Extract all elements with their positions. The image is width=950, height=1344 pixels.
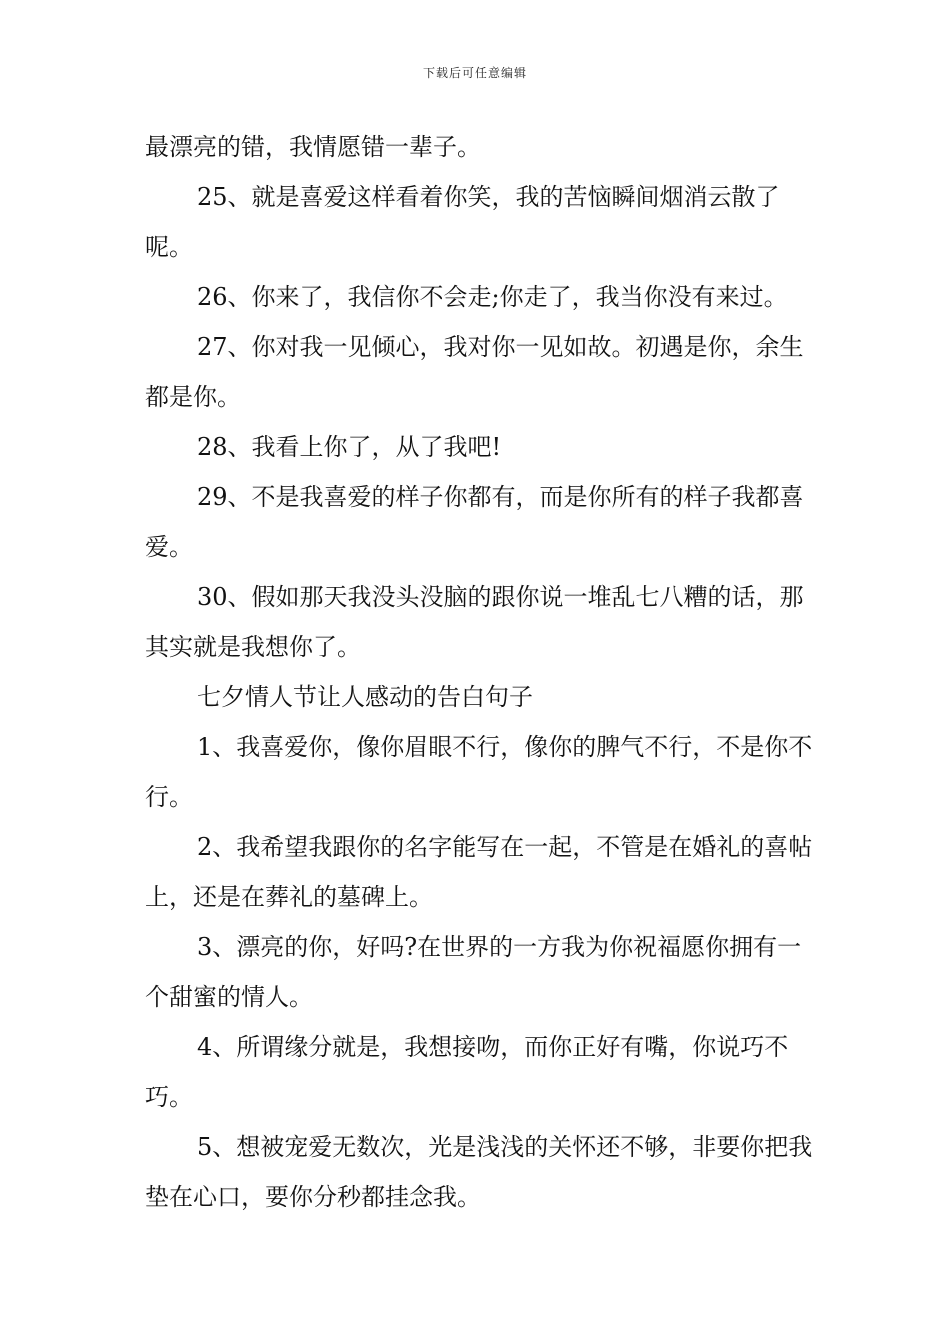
paragraph: 26、你来了，我信你不会走;你走了，我当你没有来过。 xyxy=(197,283,788,311)
page-header: 下载后可任意编辑 xyxy=(422,66,527,80)
paragraph: 30、假如那天我没头没脑的跟你说一堆乱七八糟的话，那其实就是我想你了。 xyxy=(145,583,804,661)
document-body xyxy=(145,122,825,1222)
paragraph: 2、我希望我跟你的名字能写在一起，不管是在婚礼的喜帖上，还是在葬礼的墓碑上。 xyxy=(145,833,813,911)
paragraph: 25、就是喜爱这样看着你笑，我的苦恼瞬间烟消云散了呢。 xyxy=(145,183,780,261)
paragraph: 28、我看上你了，从了我吧! xyxy=(197,433,502,461)
paragraph: 1、我喜爱你，像你眉眼不行，像你的脾气不行，不是你不行。 xyxy=(145,733,813,811)
paragraph: 最漂亮的错，我情愿错一辈子。 xyxy=(145,133,481,161)
section-heading: 七夕情人节让人感动的告白句子 xyxy=(197,683,533,711)
paragraph: 4、所谓缘分就是，我想接吻，而你正好有嘴，你说巧不巧。 xyxy=(145,1033,789,1111)
paragraph: 29、不是我喜爱的样子你都有，而是你所有的样子我都喜爱。 xyxy=(145,483,804,561)
paragraph: 5、想被宠爱无数次，光是浅浅的关怀还不够，非要你把我垫在心口，要你分秒都挂念我。 xyxy=(145,1133,813,1211)
paragraph: 3、漂亮的你，好吗?在世界的一方我为你祝福愿你拥有一个甜蜜的情人。 xyxy=(145,933,802,1011)
paragraph: 27、你对我一见倾心，我对你一见如故。初遇是你，余生都是你。 xyxy=(145,333,804,411)
